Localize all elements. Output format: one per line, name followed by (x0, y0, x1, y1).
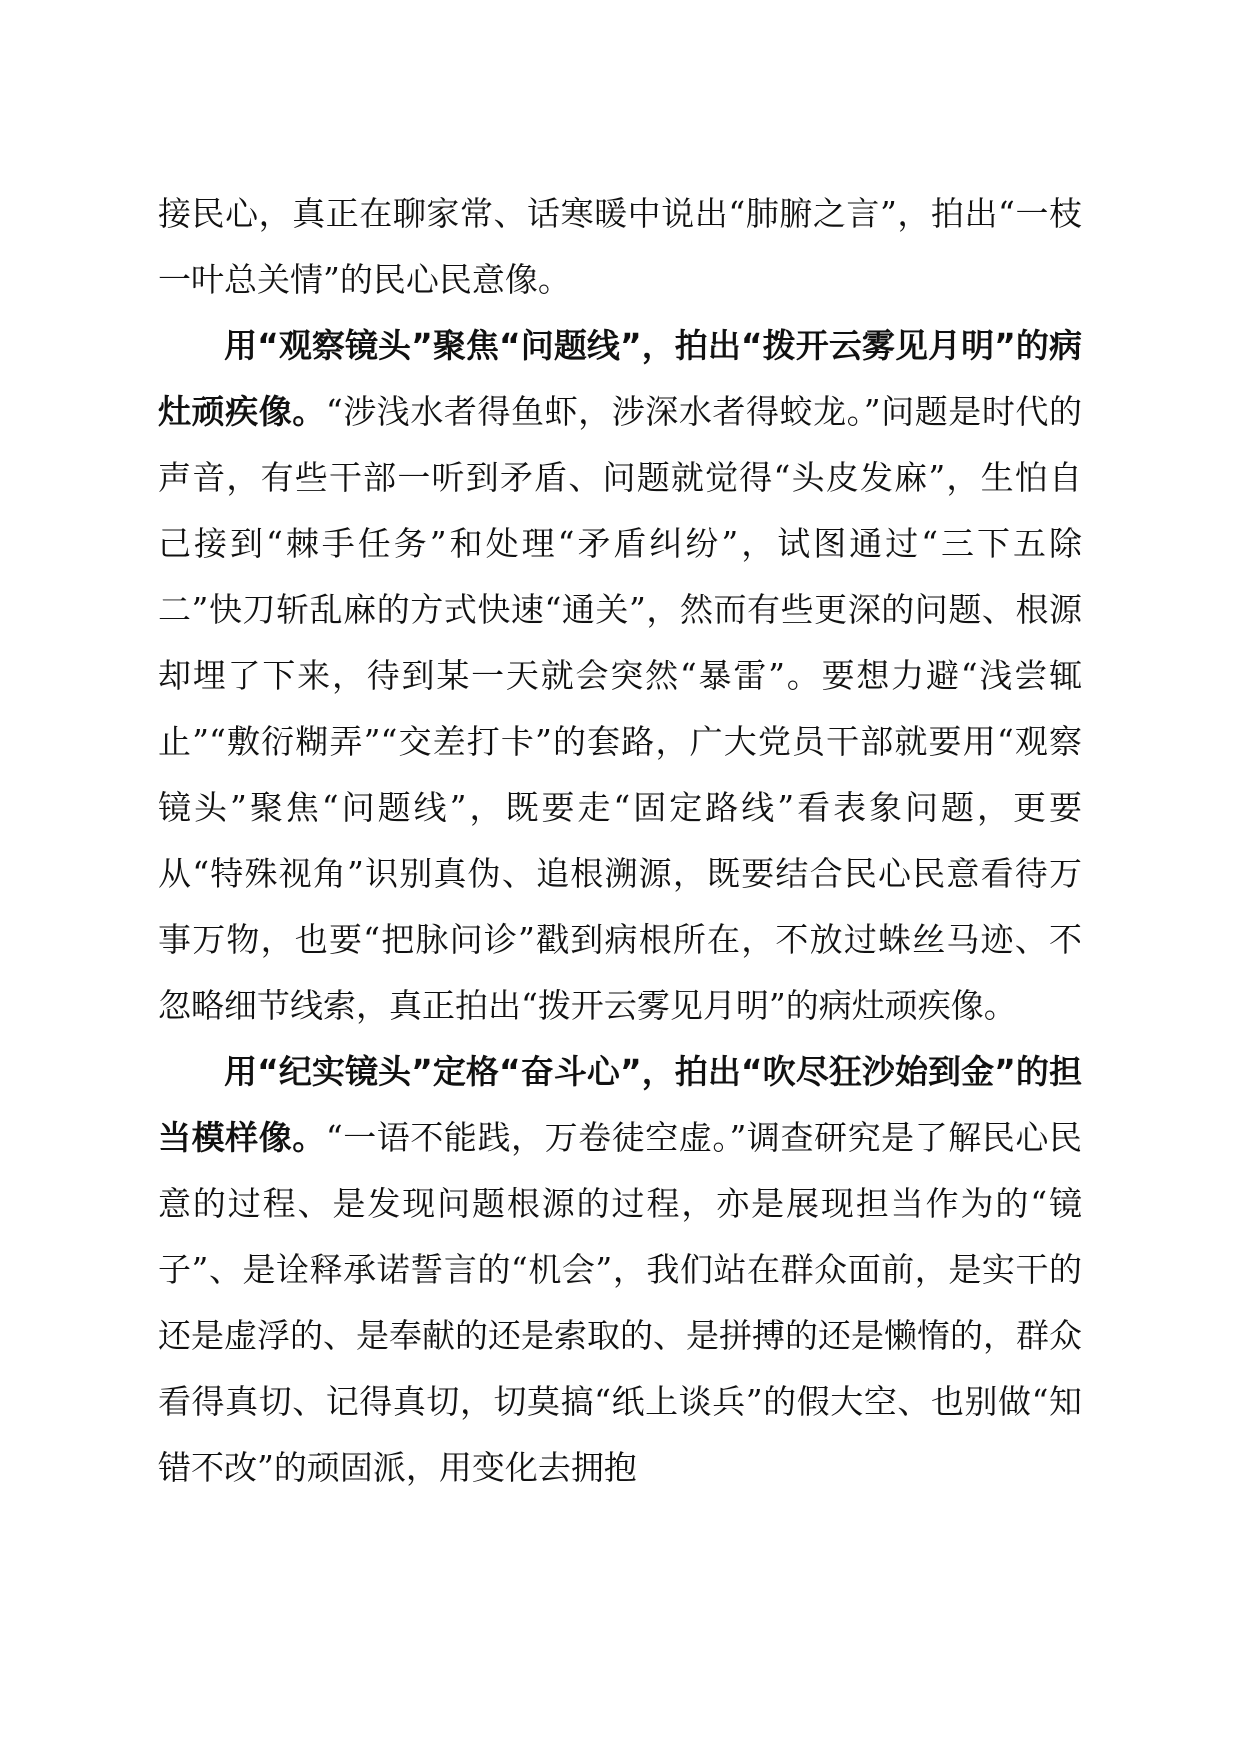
document-page (158, 181, 1082, 1501)
paragraph-1-body: 接民心，真正在聊家常、话寒暖中说出“肺腑之言”，拍出“一枝一叶总关情”的民心民意像。 (158, 194, 1082, 299)
paragraph-3 (158, 1039, 1082, 1501)
paragraph-1 (158, 181, 1082, 313)
paragraph-3-body: “一语不能践，万卷徒空虚。”调查研究是了解民心民意的过程、是发现问题根源的过程，亦是展现担当作为的“镜子”、是诠释承诺誓言的“机会”，我们站在群众面前，是实干的还是虚浮的、是奉献的还是索取的、是拼搏的还是懒惰的，群众看得真切、记得真切，切莫搞“纸上谈兵”的假大空、也别做“知错不改”的顽固派，用变化去拥抱 (158, 1118, 1082, 1487)
paragraph-2 (158, 313, 1082, 1039)
paragraph-2-body: “涉浅水者得鱼虾，涉深水者得蛟龙。”问题是时代的声音，有些干部一听到矛盾、问题就觉得“头皮发麻”，生怕自己接到“棘手任务”和处理“矛盾纠纷”，试图通过“三下五除二”快刀斩乱麻的方式快速“通关”，然而有些更深的问题、根源却埋了下来，待到某一天就会突然“暴雷”。要想力避“浅尝辄止”“敷衍糊弄”“交差打卡”的套路，广大党员干部就要用“观察镜头”聚焦“问题线”，既要走“固定路线”看表象问题，更要从“特殊视角”识别真伪、追根溯源，既要结合民心民意看待万事万物，也要“把脉问诊”戳到病根所在，不放过蛛丝马迹、不忽略细节线索，真正拍出“拨开云雾见月明”的病灶顽疾像。 (158, 392, 1082, 1025)
paragraph-2-heading: 用“观察镜头”聚焦“问题线”，拍出“拨开云雾见月明”的病灶顽疾像。 (158, 326, 1082, 431)
paragraph-3-heading: 用“纪实镜头”定格“奋斗心”，拍出“吹尽狂沙始到金”的担当模样像。 (158, 1052, 1082, 1157)
